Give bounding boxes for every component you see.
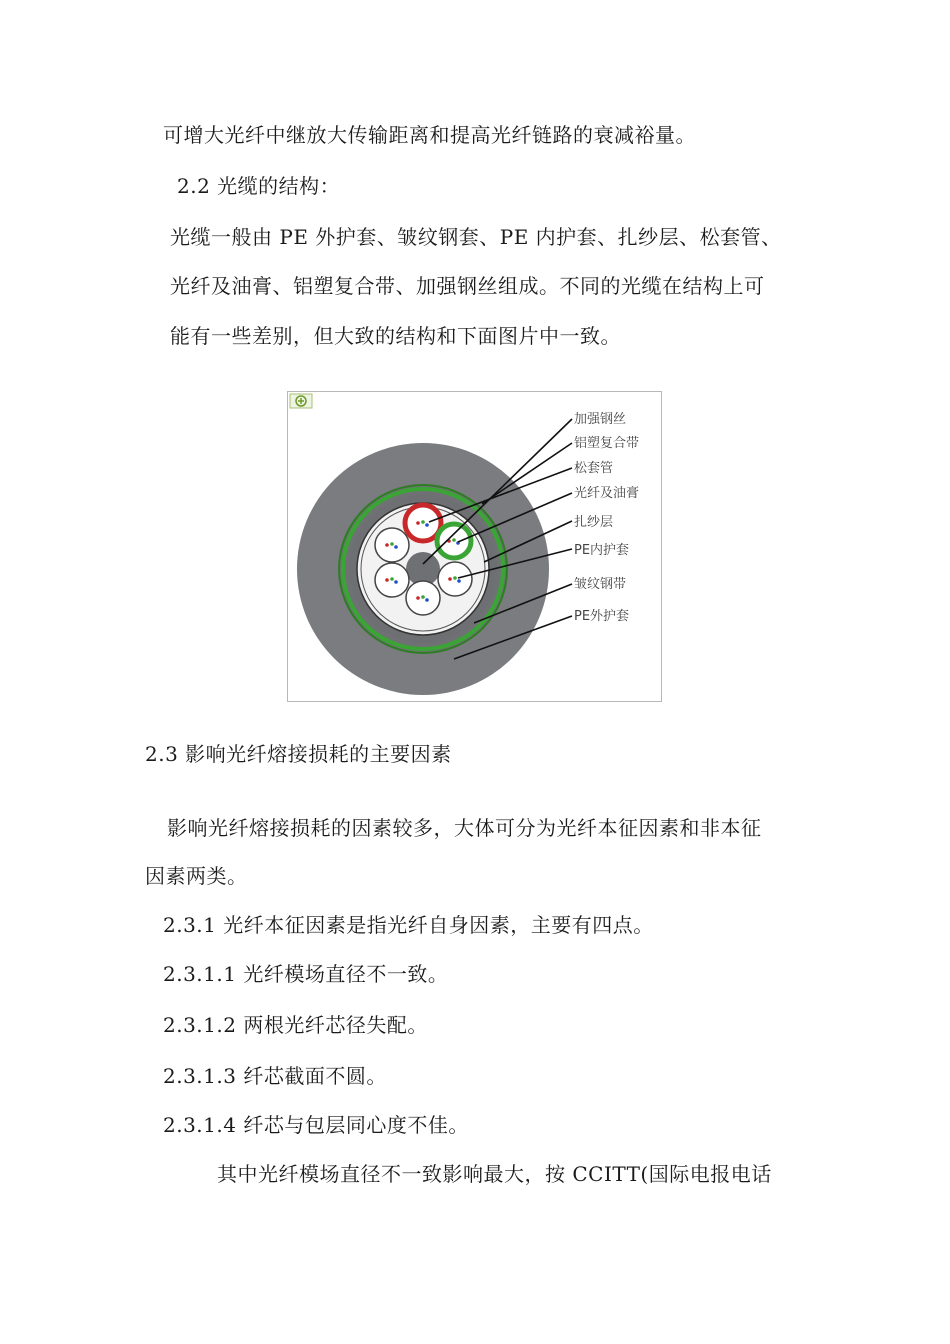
label-loose-tube: 松套管	[574, 461, 614, 476]
loose-tube	[438, 562, 472, 596]
loose-tube-green	[437, 524, 471, 558]
paragraph-line-3: 光缆一般由 PE 外护套、皱纹钢套、PE 内护套、扎纱层、松套管、	[170, 225, 782, 249]
list-item: 2.3.1.1 光纤模场直径不一致。	[163, 962, 449, 986]
label-binder: 扎纱层	[574, 515, 614, 530]
loose-tube	[375, 563, 409, 597]
intro-line-2: 因素两类。	[145, 864, 248, 888]
expand-icon	[290, 394, 312, 408]
label-fiber-gel: 光纤及油膏	[574, 486, 640, 501]
loose-tube	[375, 528, 409, 562]
paragraph-line-1: 可增大光纤中继放大传输距离和提高光纤链路的衰减裕量。	[163, 123, 696, 147]
cable-diagram	[288, 392, 663, 703]
list-item: 2.3.1 光纤本征因素是指光纤自身因素，主要有四点。	[163, 913, 654, 937]
loose-tube	[406, 581, 440, 615]
subheading-cable-structure: 2.2 光缆的结构：	[177, 174, 341, 198]
paragraph-line-4: 光纤及油膏、铝塑复合带、加强钢丝组成。不同的光缆在结构上可	[170, 274, 765, 298]
label-pe-inner: PE内护套	[574, 543, 630, 558]
list-item: 2.3.1.4 纤芯与包层同心度不佳。	[163, 1113, 469, 1137]
label-strength-wire: 加强钢丝	[574, 412, 627, 427]
label-corrugated-steel: 皱纹钢带	[574, 577, 627, 592]
cable-cross-section-figure	[287, 391, 662, 702]
paragraph-line-5: 能有一些差别，但大致的结构和下面图片中一致。	[170, 324, 621, 348]
list-item: 2.3.1.2 两根光纤芯径失配。	[163, 1013, 428, 1037]
section-heading: 2.3 影响光纤熔接损耗的主要因素	[145, 742, 452, 766]
label-pe-outer: PE外护套	[574, 609, 630, 624]
closing-paragraph: 其中光纤模场直径不一致影响最大，按 CCITT(国际电报电话	[217, 1162, 772, 1186]
intro-line-1: 影响光纤熔接损耗的因素较多，大体可分为光纤本征因素和非本征	[167, 816, 762, 840]
label-aluminum-tape: 铝塑复合带	[574, 436, 640, 451]
list-item: 2.3.1.3 纤芯截面不圆。	[163, 1064, 387, 1088]
